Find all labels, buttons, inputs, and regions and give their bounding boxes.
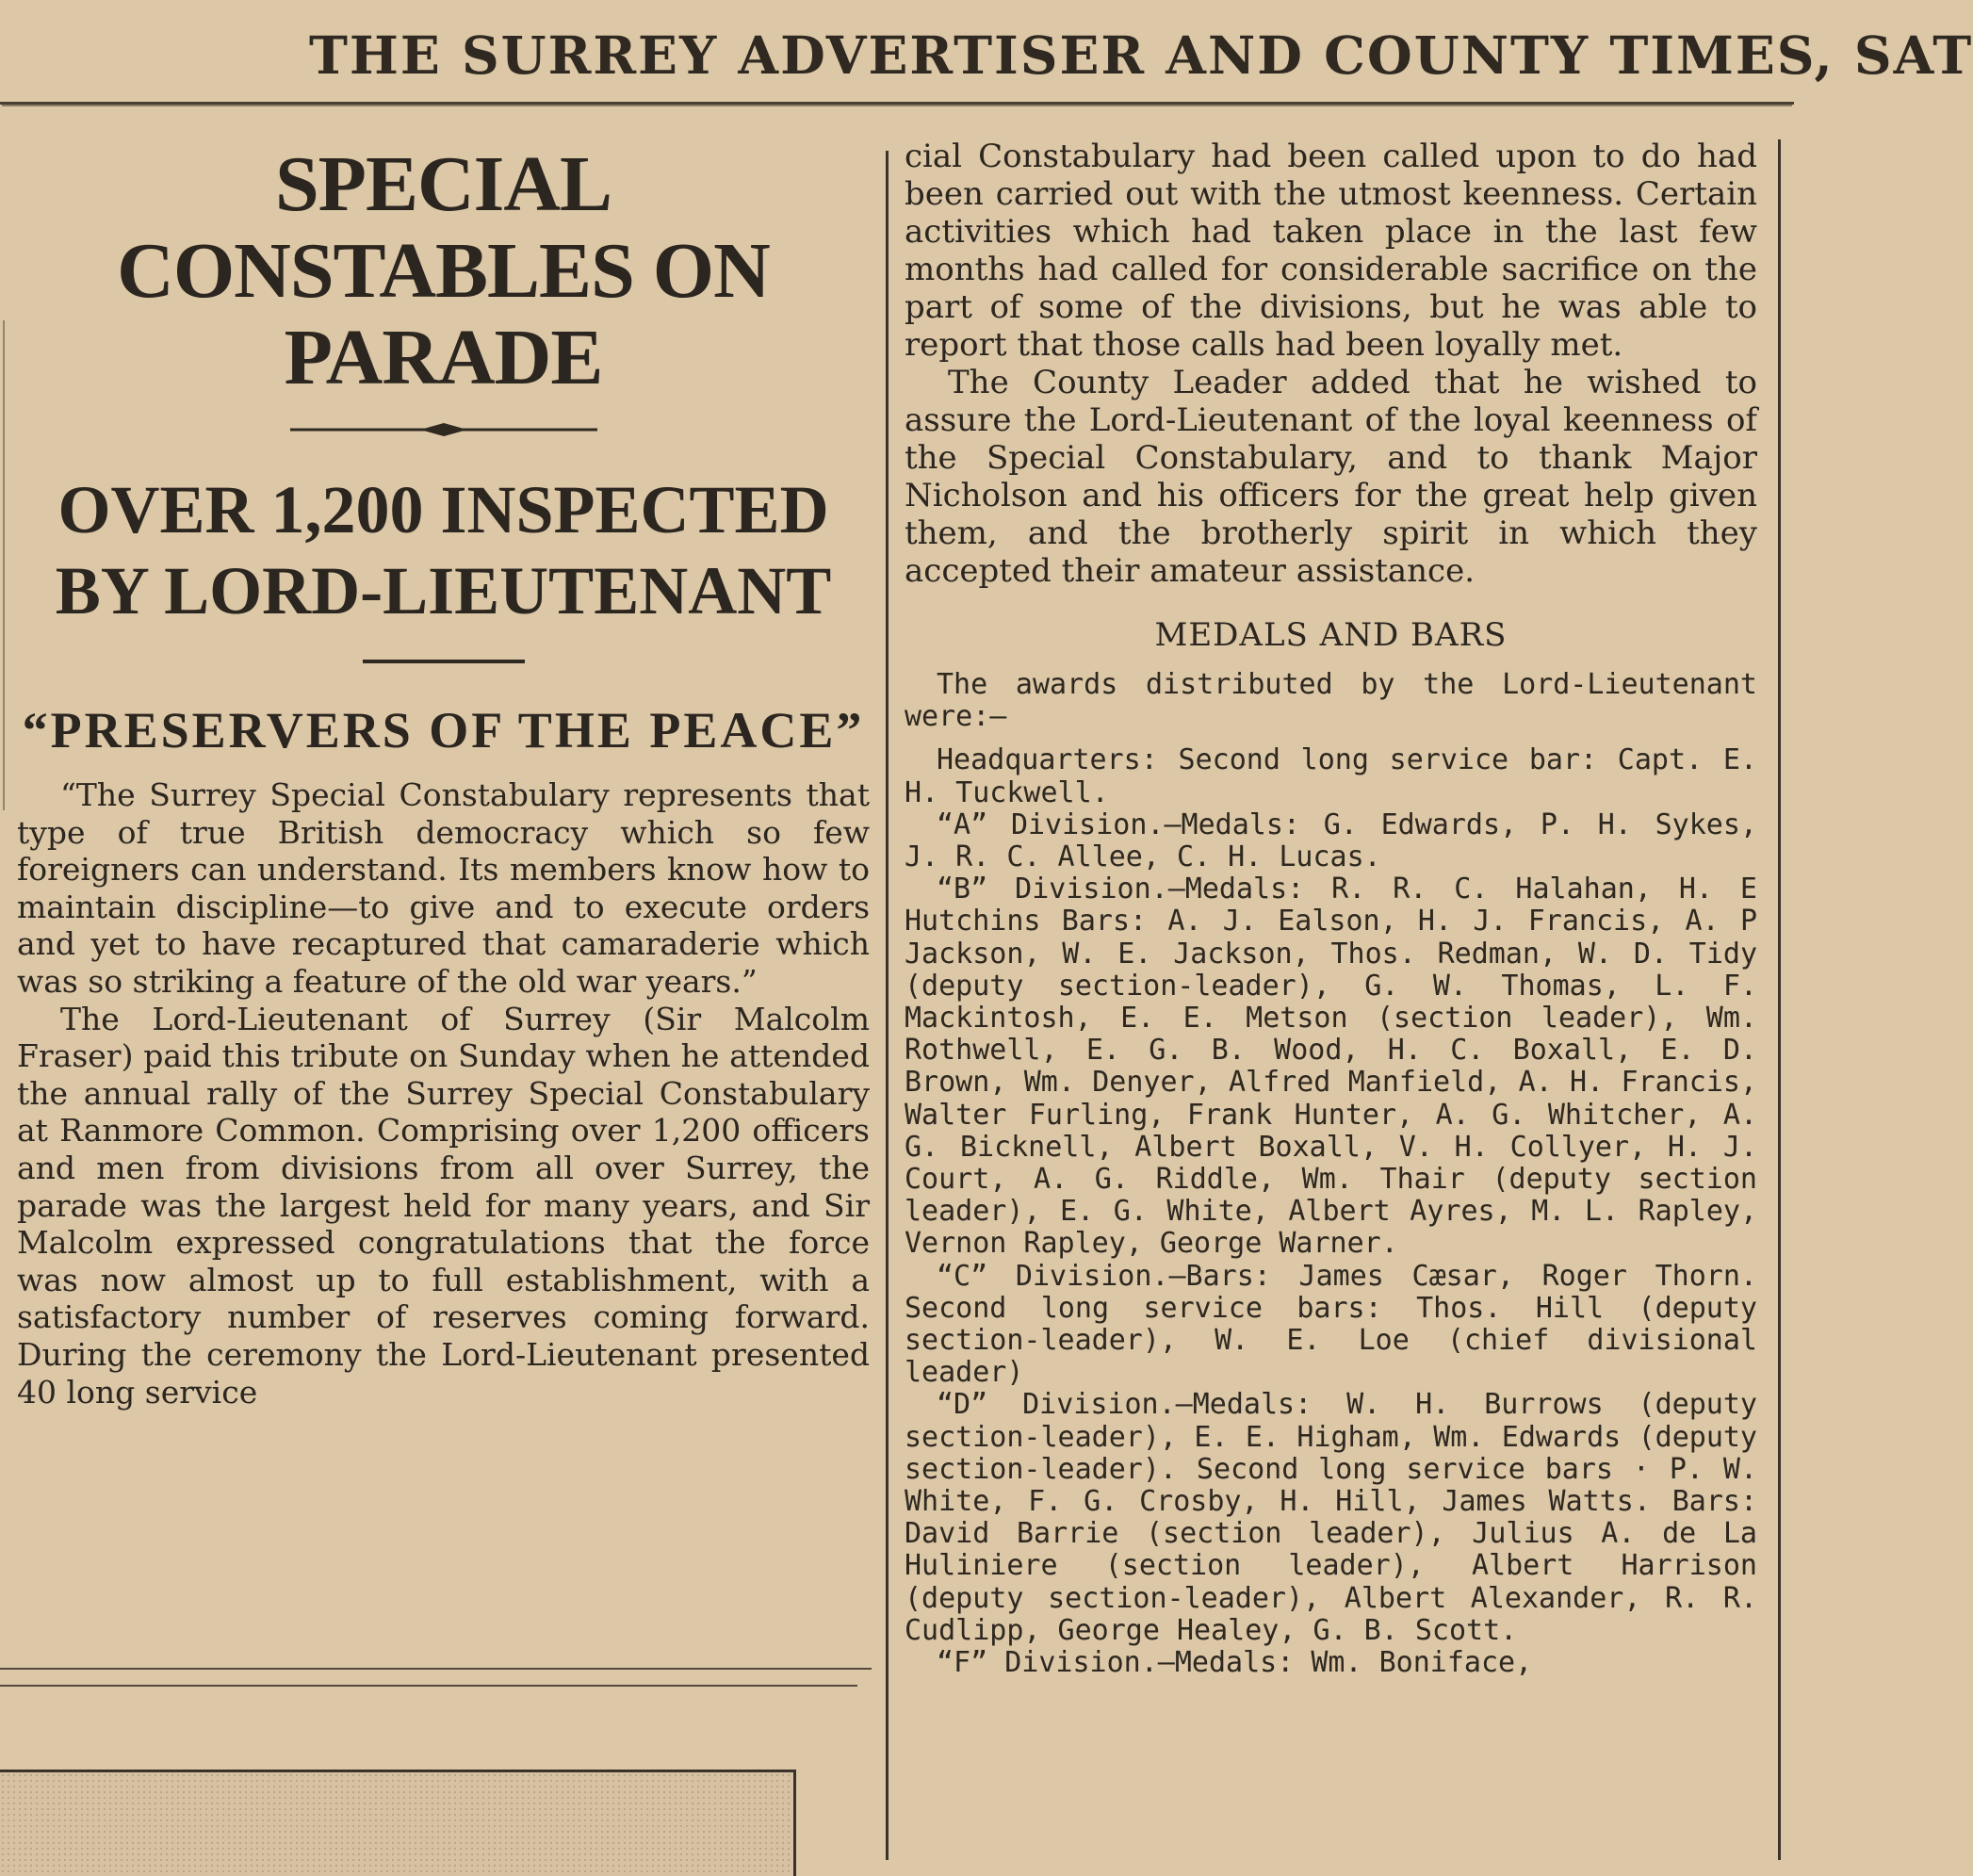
ornament-rule-icon (288, 418, 599, 441)
paragraph: The County Leader added that he wished to assure the Lord-Lieutenant of the loyal keenness of the Special Constabulary, and to thank Major Nicholson and his officers for the great help given them, and the brotherly spirit in which they accepted their amateur assistance. (905, 364, 1757, 590)
section-heading: MEDALS AND BARS (1154, 616, 1508, 654)
right-column-rule (1778, 139, 1781, 1860)
column-divider (886, 151, 889, 1860)
paragraph: The Lord-Lieutenant of Surrey (Sir Malcolm Fraser) paid this tribute on Sunday when he attended the annual rally of the Surrey Special Constabulary at Ranmore Common. Comprising over 1,200 officers and men from divisions from all over Surrey, the parade was the largest held for many years, and Sir Malcolm expressed congratulations that the force was now almost up to full establishment, with a satisfactory number of reserves coming forward. During the ceremony the Lord-Lieutenant presented 40 long service (17, 1000, 870, 1411)
article-body-left (17, 776, 870, 1411)
award-entry: “B” Division.—Medals: R. R. C. Halahan, H. E Hutchins Bars: A. J. Ealson, H. J. Francis, A. P Jackson, W. E. Jackson, Thos. Redman, W. D. Tidy (deputy section-leader), G. W. Thomas, L. F. Mackintosh, E. E. Metson (section leader), Wm. Rothwell, E. G. B. Wood, H. C. Boxall, E. D. Brown, Wm. Denyer, Alfred Manfield, A. H. Francis, Walter Furling, Frank Hunter, A. G. Whitcher, A. G. Bicknell, Albert Boxall, V. H. Collyer, H. J. Court, A. G. Riddle, Wm. Thair (deputy section leader), E. G. White, Albert Ayres, M. L. Rapley, Vernon Rapley, George Warner. (905, 873, 1757, 1261)
awards-intro: The awards distributed by the Lord-Lieutenant were:— (905, 668, 1757, 734)
article-deck: “PRESERVERS OF THE PEACE” (22, 702, 865, 759)
article-headline: SPECIAL CONSTABLES ON PARADE (117, 140, 770, 401)
masthead (0, 0, 1973, 105)
divider-rule (363, 660, 525, 663)
left-edge-rule (3, 320, 5, 810)
newspaper-title: THE SURREY ADVERTISER AND COUNTY TIMES, SAT (309, 24, 1973, 86)
paragraph: cial Constabulary had been called upon to do had been carried out with the utmost keenness. Certain activities which had taken place in the last few months had called for considerable sacrifice on the part of some of the divisions, but he was able to report that those calls had been loyally met. (905, 138, 1757, 364)
award-entry: “A” Division.—Medals: G. Edwards, P. H. Sykes, J. R. C. Allee, C. H. Lucas. (905, 807, 1757, 874)
photo-frame (0, 1770, 796, 1876)
award-entry: “D” Division.—Medals: W. H. Burrows (deputy section-leader), E. E. Higham, Wm. Edwards (deputy section-leader). Second long service bars · P. W. White, F. G. Crosby, H. Hill, James Watts. Bars: David Barrie (section leader), Julius A. de La Huliniere (section leader), Albert Harrison (deputy section-leader), Albert Alexander, R. R. Cudlipp, George Healey, G. B. Scott. (905, 1388, 1757, 1647)
right-column (905, 138, 1757, 1679)
bottom-rules (0, 1668, 872, 1687)
rule-line (0, 1685, 857, 1687)
award-entry: Headquarters: Second long service bar: Capt. E. H. Tuckwell. (905, 743, 1757, 809)
left-column (17, 141, 870, 1411)
article-subheadline: OVER 1,200 INSPECTED BY LORD-LIEUTENANT (55, 472, 832, 628)
paragraph: “The Surrey Special Constabulary represents that type of true British democracy which so few foreigners can understand. Its members know how to maintain discipline—to give and to execute orders and yet to have recaptured that camaraderie which was so striking a feature of the old war years.” (17, 776, 870, 1000)
award-entry: “F” Division.—Medals: Wm. Boniface, (937, 1646, 1533, 1680)
awards-list (905, 669, 1757, 1679)
rule-line (0, 1668, 872, 1670)
award-entry: “C” Division.—Bars: James Cæsar, Roger Thorn. Second long service bars: Thos. Hill (deputy section-leader), W. E. Loe (chief divisional leader) (905, 1259, 1757, 1390)
